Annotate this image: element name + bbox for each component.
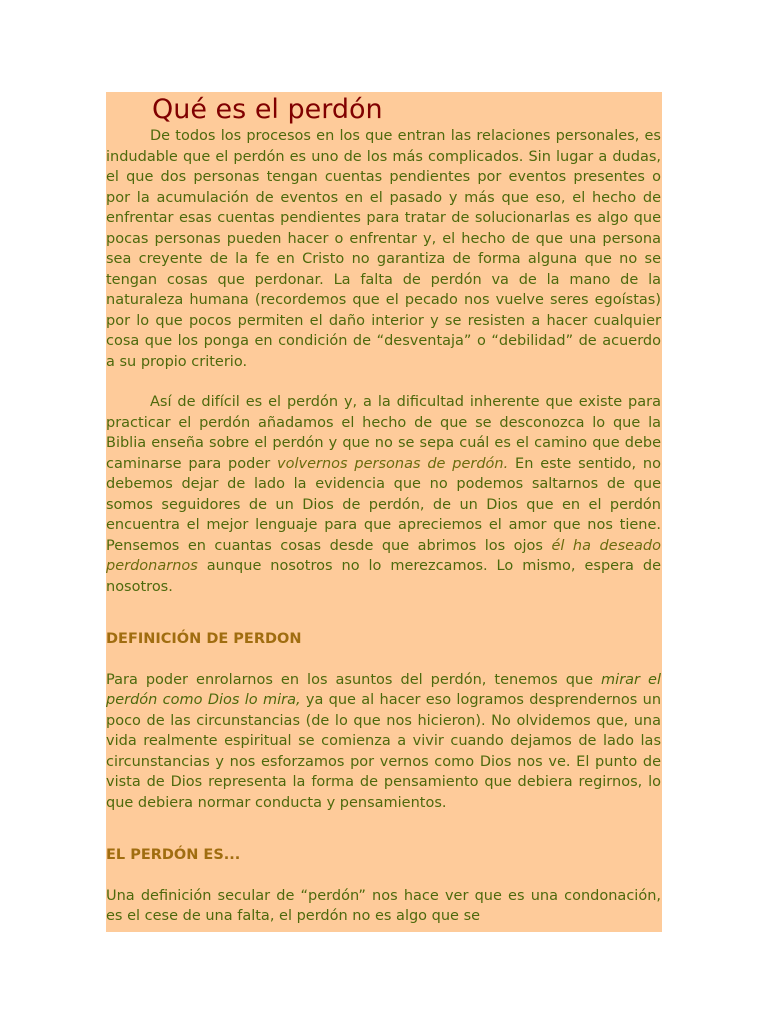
document-body [106, 126, 662, 927]
paragraph-text: Así de difícil es el perdón y, a la dificultad inherente que existe para practicar el perdón añadamos el hecho de que se desconozca lo que la Biblia enseña sobre el perdón y que no se sepa cuál es el camino que debe caminarse para poder [106, 394, 661, 472]
paragraph-secular-definition: Una definición secular de “perdón” nos hace ver que es una condonación, es el cese de una falta, el perdón no es algo que se [106, 887, 661, 924]
paragraph-intro: De todos los procesos en los que entran las relaciones personales, es indudable que el perdón es uno de los más complicados. Sin lugar a dudas, el que dos personas tengan cuentas pendientes por eventos presentes o por la acumulación de eventos en el pasado y más que eso, el hecho de enfrentar esas cuentas pendientes para tratar de solucionarlas es algo que pocas personas pueden hacer o enfrentar y, el hecho de que una persona sea creyente de la fe en Cristo no garantiza de forma alguna que no se tengan cosas que perdonar. La falta de perdón va de la mano de la naturaleza humana (recordemos que el pecado nos vuelve seres egoístas) por lo que pocos permiten el daño interior y se resisten a hacer cualquier cosa que los ponga en condición de “desventaja” o “debilidad” de acuerdo a su propio criterio. [106, 128, 661, 370]
document-title: Qué es el perdón [152, 94, 383, 125]
paragraph-definition [106, 670, 661, 814]
section-heading-definicion: DEFINICIÓN DE PERDON [106, 631, 302, 647]
paragraph-text: aunque nosotros no lo merezcamos. Lo mismo, espera de nosotros. [106, 558, 661, 595]
paragraph-text: En este sentido, no debemos dejar de lado la evidencia que no podemos saltarnos de que somos seguidores de un Dios de perdón, de un Dios que en el perdón encuentra el mejor lenguaje para que apreciemos el amor que nos tiene. Pensemos en cuantas cosas desde que abrimos los ojos [106, 455, 661, 554]
paragraph-difficulty [106, 392, 661, 597]
emphasis-text: volvernos personas de perdón. [277, 455, 509, 472]
paragraph-text: ya que al hacer eso logramos desprendernos un poco de las circunstancias (de lo que nos hicieron). No olvidemos que, una vida realmente espiritual se comienza a vivir cuando dejamos de lado las circunstancias y nos esforzamos por vernos como Dios nos ve. El punto de vista de Dios representa la forma de pensamiento que debiera regirnos, lo que debiera normar conducta y pensamientos. [106, 692, 662, 811]
emphasis-text: él ha deseado perdonarnos [106, 537, 662, 574]
document-page [106, 92, 662, 932]
paragraph-text: Para poder enrolarnos en los asuntos del perdón, tenemos que [106, 671, 602, 688]
section-heading-el-perdon-es: EL PERDÓN ES... [106, 847, 241, 863]
emphasis-text: mirar el perdón como Dios lo mira, [106, 671, 661, 708]
